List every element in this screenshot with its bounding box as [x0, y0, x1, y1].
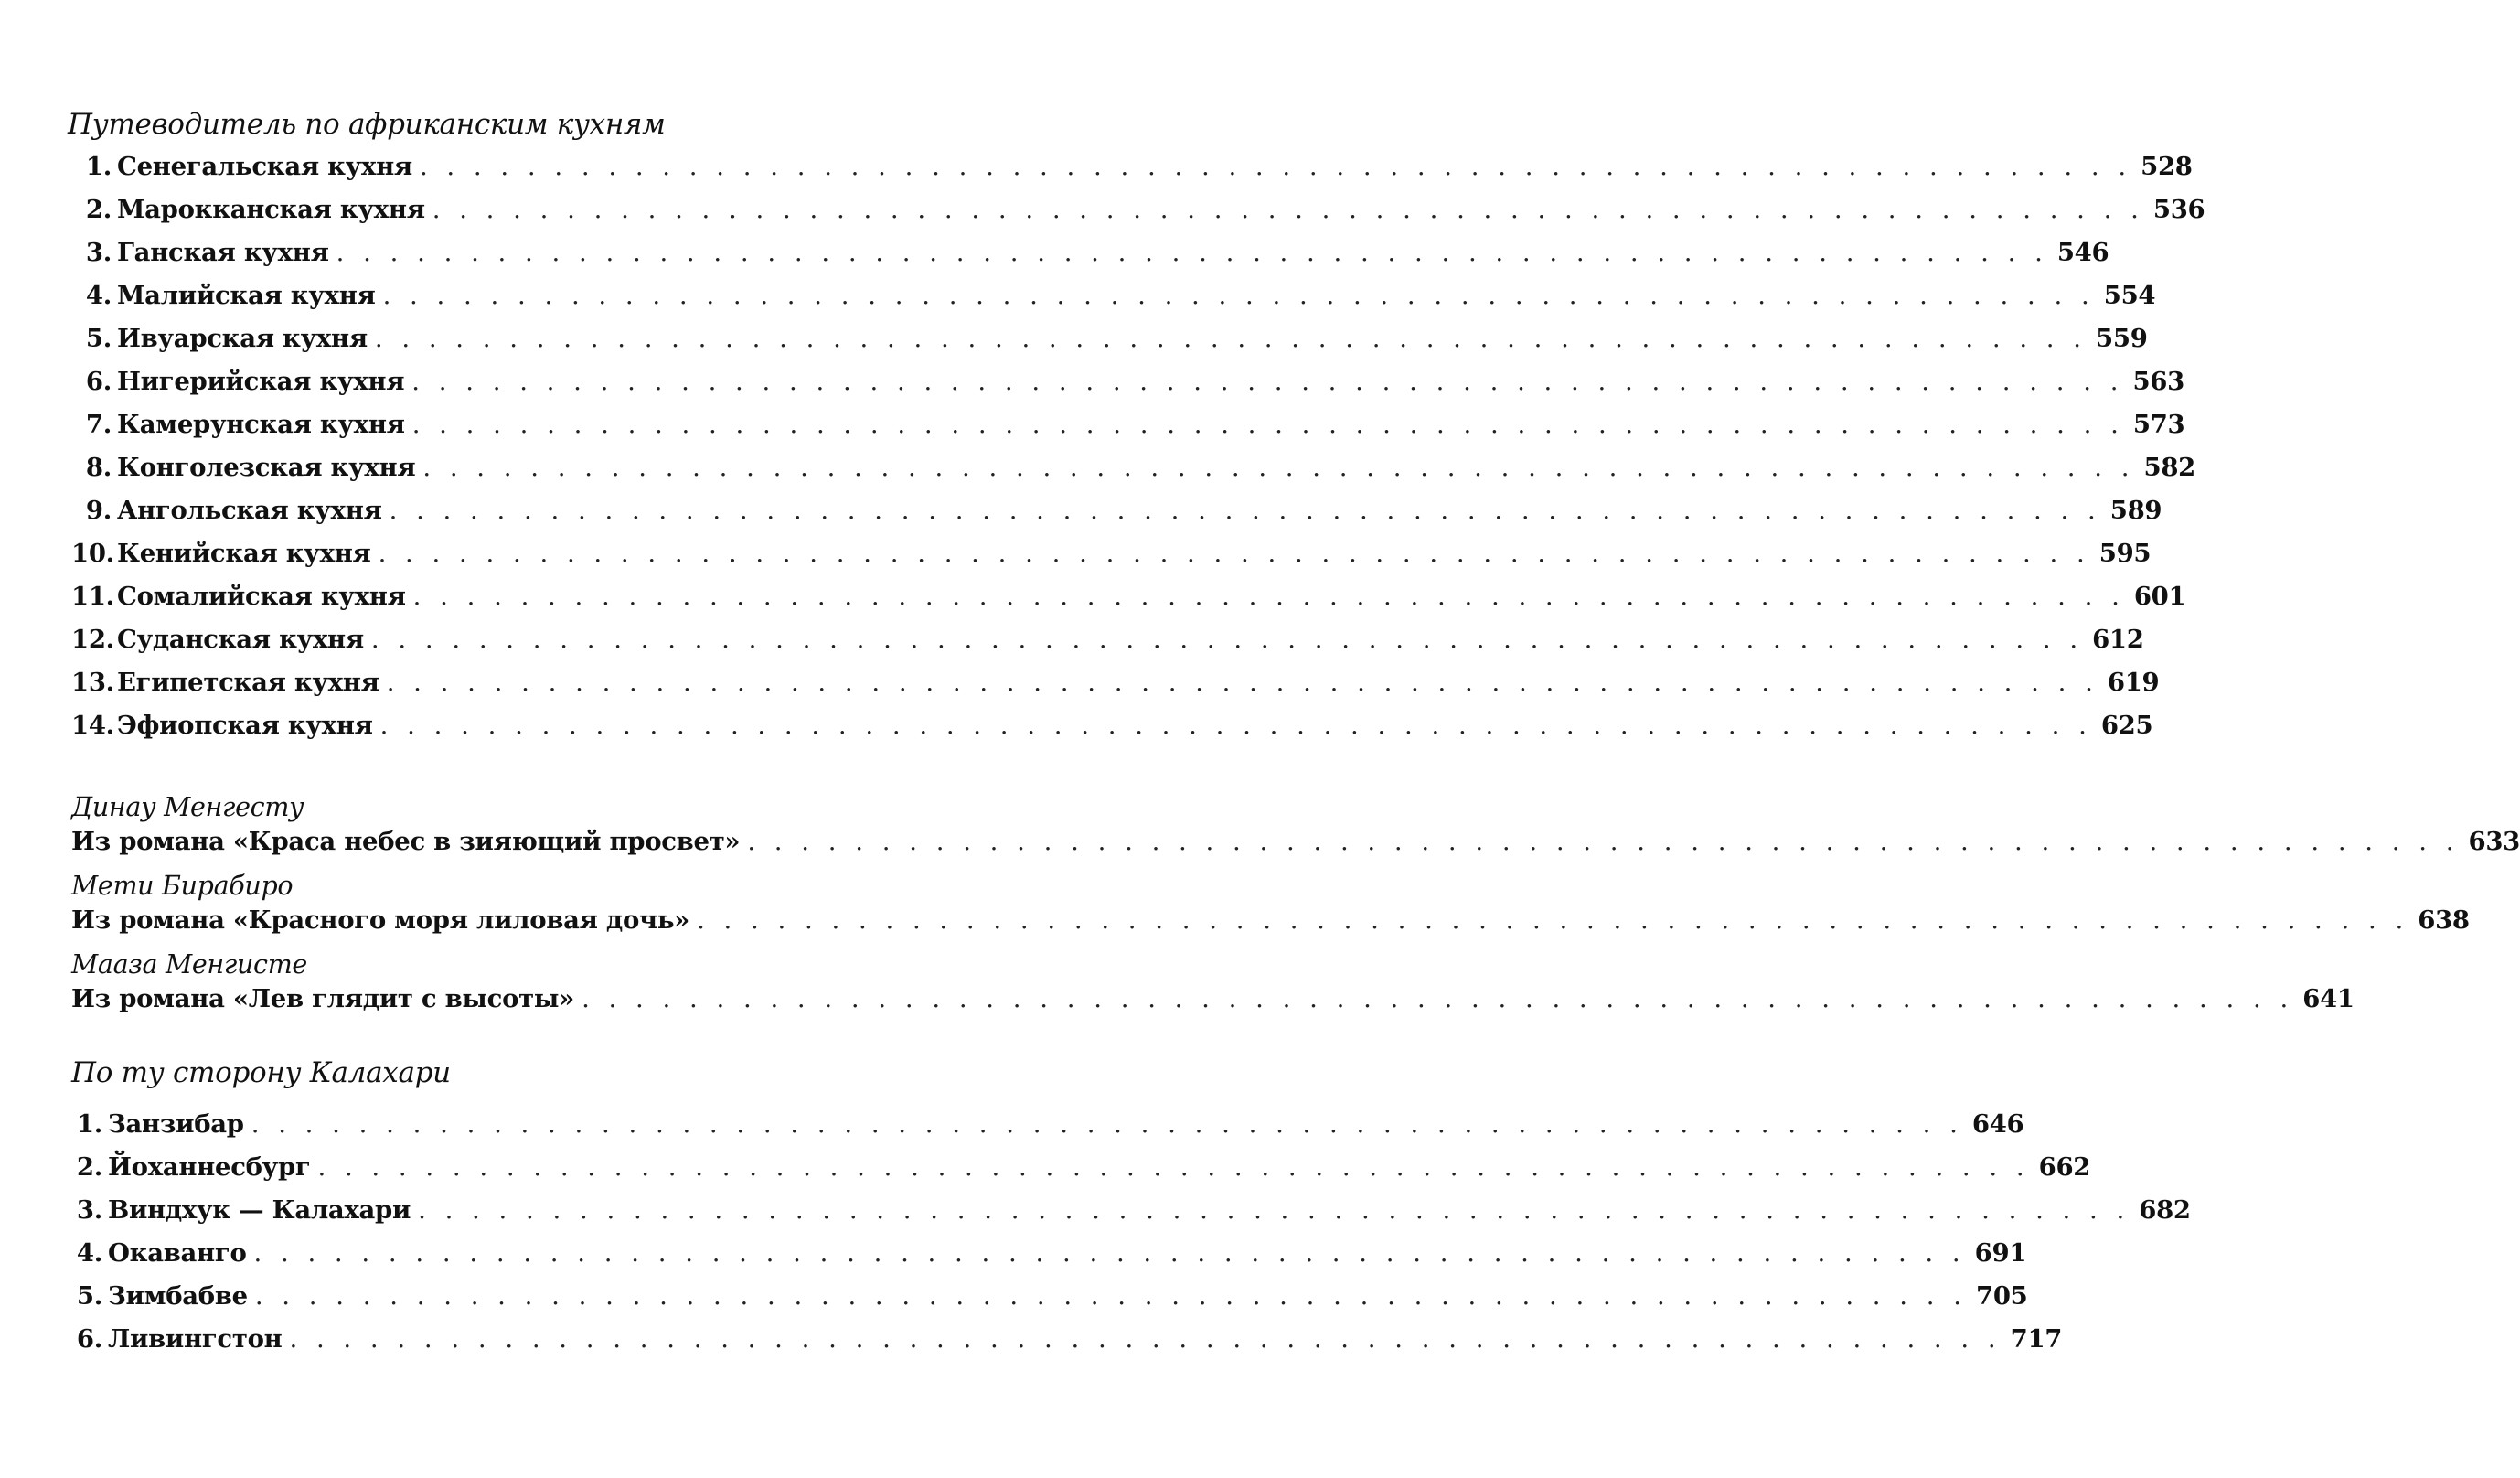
toc-entry[interactable] [71, 618, 2144, 661]
entry-title: Эфиопская кухня [117, 711, 373, 741]
entry-page-number: 646 [1971, 1109, 2024, 1140]
dot-leader: . . . . . . . . . . . . . . . . . . . . . . . . . . . . . . . . . . . . . . . . . . . . . . . . . . . . . . . . . . . . . . . . [411, 367, 2124, 397]
toc-entry[interactable] [71, 1146, 2091, 1189]
entry-title: Ливингстон [108, 1324, 283, 1355]
entry-page-number: 582 [2143, 453, 2196, 483]
excerpt-page-number: 641 [2302, 984, 2354, 1014]
entry-page-number: 705 [1976, 1281, 2028, 1312]
toc-entry[interactable] [71, 1189, 2191, 1232]
entry-page-number: 682 [2139, 1195, 2191, 1226]
entry-page-number: 563 [2132, 367, 2184, 397]
toc-entry[interactable] [71, 1103, 2024, 1146]
entry-title: Кенийская кухня [117, 539, 371, 569]
dot-leader: . . . . . . . . . . . . . . . . . . . . . . . . . . . . . . . . . . . . . . . . . . . . . . . . . . . . . . . . . . . . . . . . [370, 625, 2084, 655]
entry-title: Сенегальская кухня [117, 152, 412, 182]
entry-page-number: 573 [2132, 410, 2185, 440]
toc-entry[interactable] [71, 1232, 2027, 1275]
dot-leader: . . . . . . . . . . . . . . . . . . . . . . . . . . . . . . . . . . . . . . . . . . . . . . . . . . . . . . . . . . . . . . . . [697, 905, 2409, 936]
entry-title: Марокканская кухня [117, 195, 425, 225]
toc-page [68, 108, 2520, 1361]
entry-title: Камерунская кухня [117, 410, 405, 440]
dot-leader: . . . . . . . . . . . . . . . . . . . . . . . . . . . . . . . . . . . . . . . . . . . . . . . . . . . . . . . . . . . . . . . . [411, 410, 2124, 440]
entry-number: 8. [85, 453, 112, 483]
entry-number: 2. [85, 195, 112, 225]
entry-number: 12. [71, 625, 114, 655]
entry-page-number: 717 [2010, 1324, 2063, 1355]
dot-leader: . . . . . . . . . . . . . . . . . . . . . . . . . . . . . . . . . . . . . . . . . . . . . . . . . . . . . . . . . . . . . . . . [382, 281, 2095, 311]
entry-title: Окаванго [108, 1238, 247, 1269]
excerpt-title: Из романа «Лев глядит с высоты» [71, 984, 575, 1014]
entry-number: 4. [76, 1238, 102, 1269]
entry-number: 5. [76, 1281, 102, 1312]
excerpt-entry[interactable] [71, 791, 2520, 859]
entry-page-number: 619 [2107, 668, 2160, 698]
dot-leader: . . . . . . . . . . . . . . . . . . . . . . . . . . . . . . . . . . . . . . . . . . . . . . . . . . . . . . . . . . . . . . . . [418, 1195, 2130, 1226]
toc-entry[interactable] [71, 231, 2109, 274]
entry-number: 1. [76, 1109, 102, 1140]
dot-leader: . . . . . . . . . . . . . . . . . . . . . . . . . . . . . . . . . . . . . . . . . . . . . . . . . . . . . . . . . . . . . . . . [378, 539, 2090, 569]
entry-title: Малийская кухня [117, 281, 376, 311]
entry-number: 5. [85, 324, 112, 354]
section-title: По ту сторону Калахари [71, 1056, 451, 1090]
toc-entry[interactable] [71, 360, 2184, 403]
entry-number: 14. [71, 711, 114, 741]
dot-leader: . . . . . . . . . . . . . . . . . . . . . . . . . . . . . . . . . . . . . . . . . . . . . . . . . . . . . . . . . . . . . . . . [253, 1238, 1966, 1269]
entry-number: 2. [76, 1152, 102, 1183]
excerpt-title: Из романа «Краса небес в зияющий просвет» [71, 827, 741, 857]
entry-number: 10. [71, 539, 114, 569]
dot-leader: . . . . . . . . . . . . . . . . . . . . . . . . . . . . . . . . . . . . . . . . . . . . . . . . . . . . . . . . . . . . . . . . [432, 195, 2144, 225]
entry-number: 3. [85, 238, 112, 268]
excerpt-entry[interactable] [71, 948, 2354, 1016]
entry-title: Конголезская кухня [117, 453, 416, 483]
entry-title: Зимбабве [108, 1281, 248, 1312]
entry-title: Ивуарская кухня [117, 324, 368, 354]
toc-entry[interactable] [71, 489, 2162, 532]
dot-leader: . . . . . . . . . . . . . . . . . . . . . . . . . . . . . . . . . . . . . . . . . . . . . . . . . . . . . . . . . . . . . . . . [422, 453, 2135, 483]
toc-entry[interactable] [71, 1318, 2063, 1361]
entry-title: Виндхук — Калахари [108, 1195, 411, 1226]
entry-page-number: 559 [2096, 324, 2148, 354]
toc-entry[interactable] [71, 575, 2186, 618]
toc-entry[interactable] [71, 446, 2196, 489]
toc-entry[interactable] [71, 532, 2152, 575]
entry-number: 11. [71, 582, 114, 612]
entry-number: 6. [76, 1324, 102, 1355]
toc-entry[interactable] [71, 188, 2205, 231]
entry-number: 1. [85, 152, 112, 182]
entry-page-number: 595 [2098, 539, 2152, 569]
excerpt-row [71, 903, 2470, 937]
entry-page-number: 625 [2100, 711, 2153, 741]
dot-leader: . . . . . . . . . . . . . . . . . . . . . . . . . . . . . . . . . . . . . . . . . . . . . . . . . . . . . . . . . . . . . . . . [251, 1109, 1963, 1140]
excerpt-page-number: 638 [2418, 905, 2470, 936]
entry-title: Египетская кухня [117, 668, 379, 698]
section-title: Путеводитель по африканским кухням [68, 108, 666, 141]
excerpts-section [71, 791, 2520, 1016]
excerpt-row [71, 824, 2520, 859]
excerpt-row [71, 981, 2354, 1016]
toc-entry[interactable] [71, 317, 2148, 360]
toc-entry[interactable] [71, 403, 2185, 446]
excerpt-title: Из романа «Красного моря лиловая дочь» [71, 905, 690, 936]
dot-leader: . . . . . . . . . . . . . . . . . . . . . . . . . . . . . . . . . . . . . . . . . . . . . . . . . . . . . . . . . . . . . . . . [582, 984, 2294, 1014]
entry-number: 9. [85, 496, 112, 526]
toc-list [71, 145, 2205, 747]
entry-title: Ганская кухня [117, 238, 329, 268]
section-kalahari [71, 1056, 2191, 1361]
dot-leader: . . . . . . . . . . . . . . . . . . . . . . . . . . . . . . . . . . . . . . . . . . . . . . . . . . . . . . . . . . . . . . . . [747, 827, 2460, 857]
entry-title: Занзибар [108, 1109, 244, 1140]
entry-page-number: 601 [2133, 582, 2186, 612]
dot-leader: . . . . . . . . . . . . . . . . . . . . . . . . . . . . . . . . . . . . . . . . . . . . . . . . . . . . . . . . . . . . . . . . [379, 711, 2092, 741]
dot-leader: . . . . . . . . . . . . . . . . . . . . . . . . . . . . . . . . . . . . . . . . . . . . . . . . . . . . . . . . . . . . . . . . [254, 1281, 1967, 1312]
entry-page-number: 662 [2038, 1152, 2091, 1183]
entry-title: Суданская кухня [117, 625, 364, 655]
toc-entry[interactable] [71, 145, 2193, 188]
entry-page-number: 536 [2152, 195, 2205, 225]
dot-leader: . . . . . . . . . . . . . . . . . . . . . . . . . . . . . . . . . . . . . . . . . . . . . . . . . . . . . . . . . . . . . . . . [289, 1324, 2002, 1355]
entry-title: Йоханнесбург [108, 1152, 311, 1183]
entry-page-number: 546 [2056, 238, 2109, 268]
dot-leader: . . . . . . . . . . . . . . . . . . . . . . . . . . . . . . . . . . . . . . . . . . . . . . . . . . . . . . . . . . . . . . . . [412, 582, 2125, 612]
dot-leader: . . . . . . . . . . . . . . . . . . . . . . . . . . . . . . . . . . . . . . . . . . . . . . . . . . . . . . . . . . . . . . . . [317, 1152, 2030, 1183]
excerpt-author: Мааза Менгисте [71, 949, 307, 980]
excerpt-entry[interactable] [71, 870, 2470, 937]
entry-title: Нигерийская кухня [117, 367, 405, 397]
toc-entry[interactable] [71, 1275, 2028, 1318]
excerpt-author: Динау Менгесту [71, 792, 304, 823]
entry-page-number: 612 [2092, 625, 2144, 655]
entry-page-number: 691 [1974, 1238, 2027, 1269]
dot-leader: . . . . . . . . . . . . . . . . . . . . . . . . . . . . . . . . . . . . . . . . . . . . . . . . . . . . . . . . . . . . . . . . [336, 238, 2048, 268]
entry-number: 13. [71, 668, 114, 698]
dot-leader: . . . . . . . . . . . . . . . . . . . . . . . . . . . . . . . . . . . . . . . . . . . . . . . . . . . . . . . . . . . . . . . . [374, 324, 2088, 354]
excerpt-page-number: 633 [2468, 827, 2520, 857]
toc-entry[interactable] [71, 274, 2156, 317]
dot-leader: . . . . . . . . . . . . . . . . . . . . . . . . . . . . . . . . . . . . . . . . . . . . . . . . . . . . . . . . . . . . . . . . [419, 152, 2132, 182]
section-african-cuisines [68, 108, 2205, 747]
entry-title: Ангольская кухня [117, 496, 382, 526]
excerpt-author: Мети Бирабиро [71, 871, 294, 902]
entry-page-number: 554 [2103, 281, 2156, 311]
toc-entry[interactable] [71, 704, 2153, 747]
entry-page-number: 589 [2109, 496, 2162, 526]
entry-number: 7. [85, 410, 112, 440]
toc-list [71, 1103, 2191, 1361]
entry-number: 6. [85, 367, 112, 397]
dot-leader: . . . . . . . . . . . . . . . . . . . . . . . . . . . . . . . . . . . . . . . . . . . . . . . . . . . . . . . . . . . . . . . . [389, 496, 2101, 526]
entry-number: 4. [85, 281, 112, 311]
entry-title: Сомалийская кухня [117, 582, 406, 612]
entry-number: 3. [76, 1195, 102, 1226]
entry-page-number: 528 [2141, 152, 2193, 182]
toc-entry[interactable] [71, 661, 2160, 704]
dot-leader: . . . . . . . . . . . . . . . . . . . . . . . . . . . . . . . . . . . . . . . . . . . . . . . . . . . . . . . . . . . . . . . . [386, 668, 2098, 698]
